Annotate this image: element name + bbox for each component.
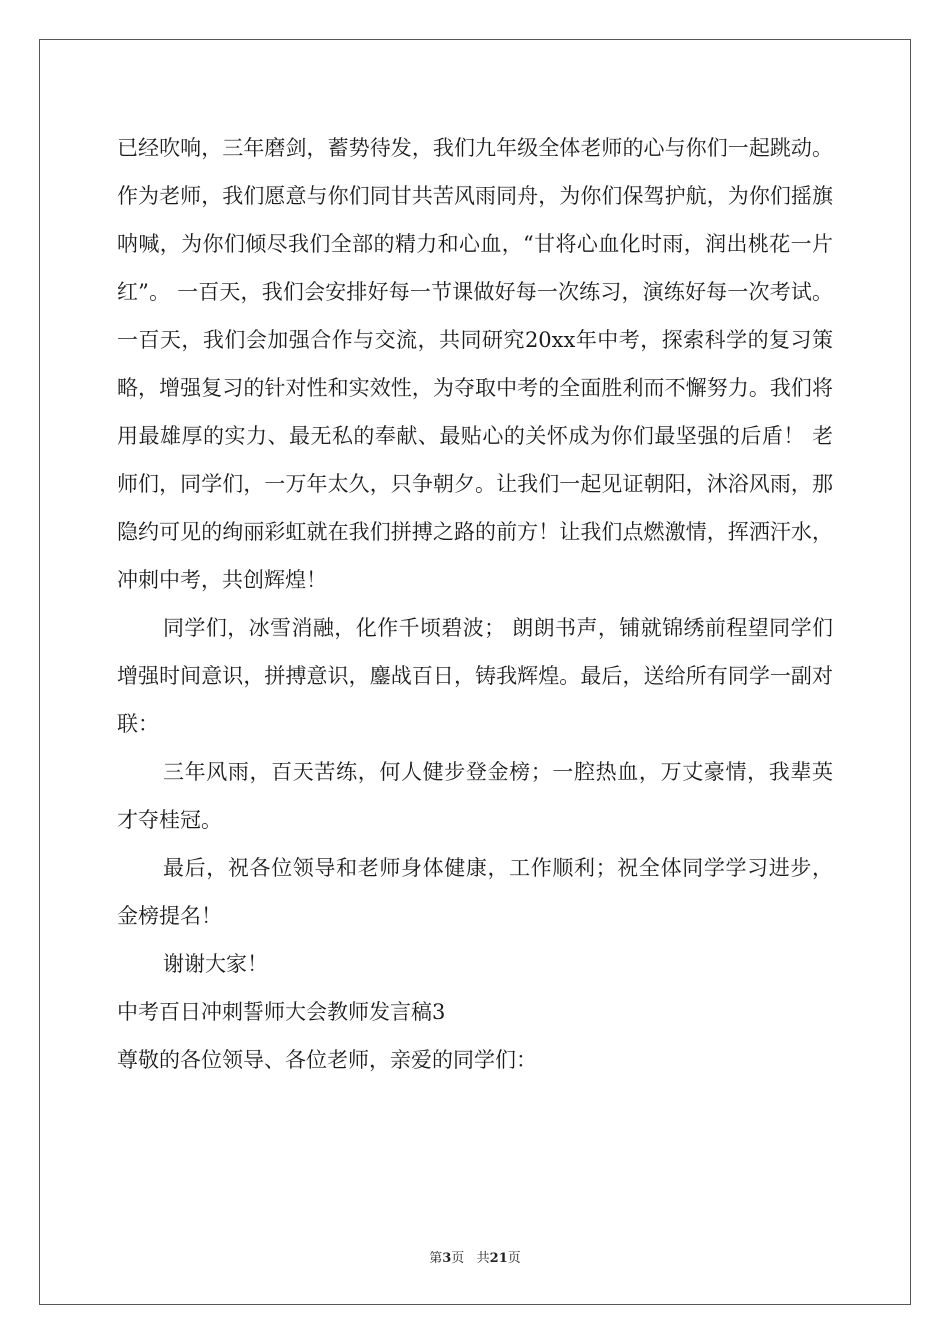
paragraph-couplet: 三年风雨，百天苦练，何人健步登金榜；一腔热血，万丈豪情，我辈英才夺桂冠。 <box>117 760 833 832</box>
page-footer <box>0 1247 950 1266</box>
page-suffix: 页 <box>507 1251 521 1266</box>
current-page-number: 3 <box>442 1251 452 1266</box>
page-prefix: 第 <box>429 1251 443 1266</box>
paragraph-thanks: 谢谢大家！ <box>163 952 268 976</box>
page-mid-text: 页 共 <box>451 1251 490 1266</box>
total-page-number: 21 <box>489 1251 508 1266</box>
paragraph-blessing: 最后，祝各位领导和老师身体健康，工作顺利；祝全体同学学习进步，金榜提名！ <box>117 856 833 928</box>
paragraph-students-encouragement: 同学们，冰雪消融，化作千顷碧波； 朗朗书声，铺就锦绣前程望同学们增强时间意识，拼搏意识，鏖战百日，铸我辉煌。最后，送给所有同学一副对联： <box>117 616 833 736</box>
document-body <box>117 124 840 1084</box>
section-heading: 中考百日冲刺誓师大会教师发言稿3 <box>117 1000 446 1024</box>
salutation: 尊敬的各位领导、各位老师，亲爱的同学们： <box>117 1048 537 1072</box>
paragraph-teacher-commitment: 已经吹响，三年磨剑，蓄势待发，我们九年级全体老师的心与你们一起跳动。作为老师，我们愿意与你们同甘共苦风雨同舟，为你们保驾护航，为你们摇旗呐喊，为你们倾尽我们全部的精力和心血，“甘将心血化时雨，润出桃花一片红”。 一百天，我们会安排好每一节课做好每一次练习，演练好每一次考试。 一百天，我们会加强合作与交流，共同研究20xx年中考，探索科学的复习策略，增强复习的针对性和实效性，为夺取中考的全面胜利而不懈努力。我们将用最雄厚的实力、最无私的奉献、最贴心的关怀成为你们最坚强的后盾！ 老师们，同学们，一万年太久，只争朝夕。让我们一起见证朝阳，沐浴风雨，那隐约可见的绚丽彩虹就在我们拼搏之路的前方！让我们点燃激情，挥洒汗水，冲刺中考，共创辉煌！ <box>117 136 840 592</box>
